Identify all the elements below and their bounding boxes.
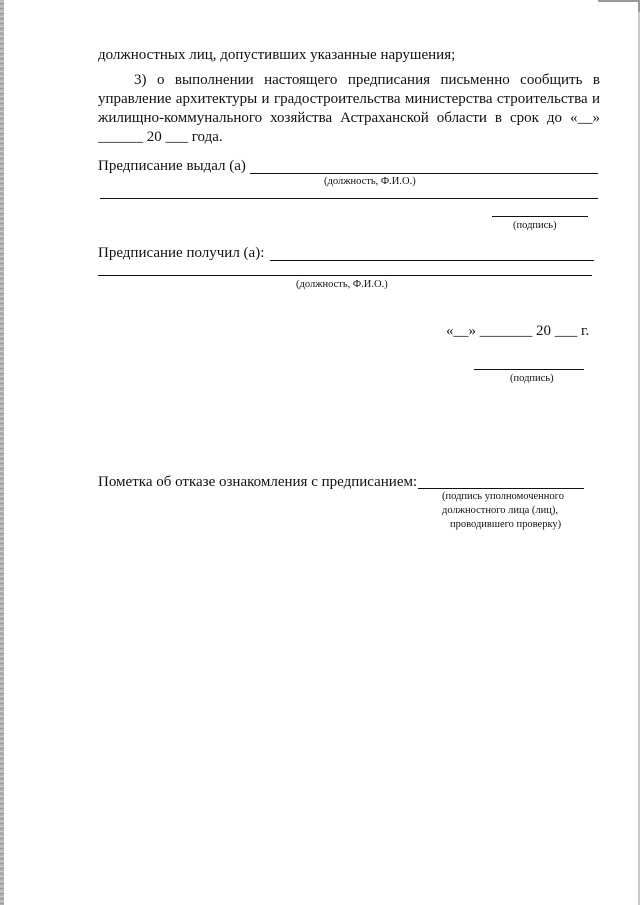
refusal-label: Пометка об отказе ознакомления с предписанием: (98, 474, 418, 490)
issued-by-caption: (должность, Ф.И.О.) (324, 176, 416, 187)
received-by-caption: (должность, Ф.И.О.) (296, 279, 388, 290)
item-3-line-4: ______ 20 ___ года. (98, 129, 223, 145)
item-3-line-1: 3) о выполнении настоящего предписания письменно сообщить в (134, 72, 600, 88)
received-by-sign-line (474, 369, 584, 370)
refusal-caption-1: (подпись уполномоченного (442, 491, 564, 502)
issued-by-sign-line (492, 216, 588, 217)
issued-by-line-2 (100, 198, 598, 199)
refusal-sign-line (418, 488, 584, 489)
refusal-caption-2: должностного лица (лиц), (442, 505, 558, 516)
scan-left-edge (0, 0, 4, 905)
item-3-line-2: управление архитектуры и градостроительства министерства строительства и (98, 91, 600, 107)
item-3-line-3: жилищно-коммунального хозяйства Астраханской области в срок до «__» (98, 110, 600, 126)
refusal-caption-3: проводившего проверку) (450, 519, 562, 530)
issued-by-label: Предписание выдал (а) (98, 158, 246, 174)
received-by-line (270, 260, 594, 261)
received-by-sign-caption: (подпись) (510, 373, 554, 384)
received-by-label: Предписание получил (а): (98, 245, 265, 261)
issued-by-line (250, 173, 598, 174)
issued-by-sign-caption: (подпись) (513, 220, 557, 231)
text-line-1: должностных лиц, допустивших указанные нарушения; (98, 47, 456, 63)
scan-corner-mark (598, 0, 640, 12)
date-line: «__» _______ 20 ___ г. (446, 323, 590, 339)
received-by-line-2 (98, 275, 592, 276)
